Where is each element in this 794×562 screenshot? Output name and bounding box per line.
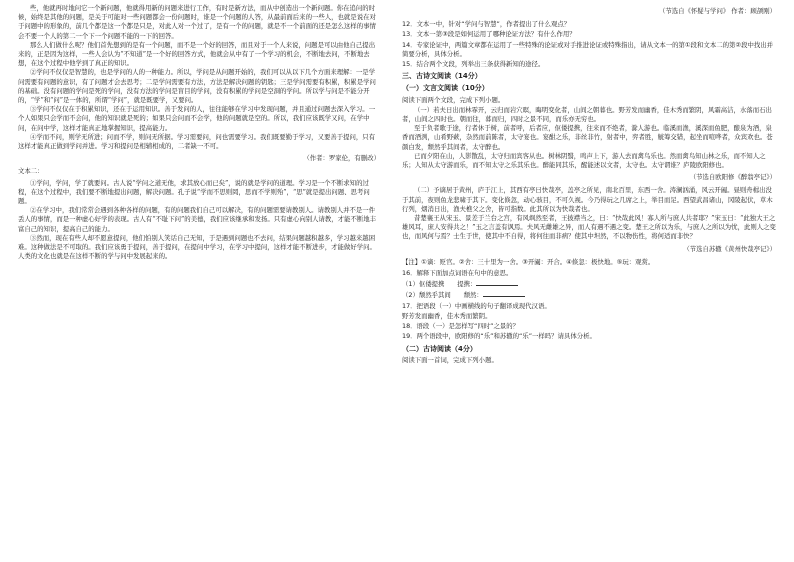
question-15: 15．结合两个文段，列举出三条获得新知的途径。 — [402, 60, 545, 69]
text1-paragraph-2: ②学问不仅仅是智慧的，也是学问的人的一种能力。所以，学问是从问题开始的，我们可以从以下几个方面来理解：一是学问需要有问题的意识，有了问题才会去思考；二是学问需要有方法，方法是解决问题的钥匙；三是学问需要有积累，积累是学问的基础。没有问题的学问是死的学问，没有方法的学问是盲目的学问，没有积累的学问是空洞的学问。所以学与问是不能分开的，“学”和“问”是一体的，所谓“学问”，就是既要学，又要问。 — [18, 68, 376, 105]
text1-source: （作者：罗家伦，有删改） — [303, 154, 380, 163]
passage-b-source: （节选自苏辙《黄州快哉亭记》） — [683, 244, 776, 253]
question-16-item-2-text: （2）颓然乎其间 颓然： — [402, 291, 483, 300]
answer-blank[interactable] — [476, 279, 518, 286]
question-13: 13．文本一第③段是如何运用了哪种论证方法？有什么作用？ — [402, 30, 576, 39]
classical-prose-heading: （一）文言文阅读（10分） — [402, 84, 489, 93]
text2-source: （节选自《怀疑与学问》 作者：顾颉刚） — [658, 7, 776, 15]
right-column — [402, 4, 776, 366]
passage-a-source: （节选自欧阳修《醉翁亭记》） — [689, 173, 776, 182]
question-16-item-1 — [402, 279, 776, 289]
passage-a-paragraph-1: （一）若夫日出而林霏开，云归而岩穴暝，晦明变化者，山间之朝暮也。野芳发而幽香，佳木秀而繁阴，风霜高洁，水落而石出者，山间之四时也。朝而往，暮而归，四时之景不同，而乐亦无穷也。 — [402, 105, 772, 124]
question-16: 16．解释下面加点词语在句中的意思。 — [402, 269, 513, 278]
question-14: 14．专家论证中，两篇文章都在运用了一些特殊的论证或对手推进论证或特殊指出，请从文本一的第①段和文本二的第②段中找出并简要分析，具体分析。 — [402, 40, 774, 58]
ancient-poetry-intro: 阅读下面一首词，完成下列小题。 — [402, 355, 498, 364]
passage-b-paragraph-1: （二）予谪居于黄州，庐于江上，其西有亭曰快哉亭，盖亭之所见，南北百里，东西一舍。涛澜汹涌，风云开阖。昼则舟楫出没于其前，夜则鱼龙悲啸于其下。变化倏忽，动心骇目，不可久视。今乃得玩之几席之上，举目而足。西望武昌诸山，冈陵起伏，草木行列，烟消日出，渔夫樵父之舍，皆可指数。此其所以为快哉者也。 — [402, 186, 773, 213]
text2-label: 文本二： — [18, 167, 44, 176]
question-16-item-2 — [402, 290, 776, 300]
text1-paragraph-3: ③学问不仅仅在于积累知识，还在于运用知识。善于发问的人，往往能够在学习中发现问题，并且通过问题去深入学习。一个人如果只会学而不会问，他的知识就是死的；如果只会问而不会学，他的问题就是空的。所以，我们应该既学又问，在学中问，在问中学，这样才能真正地掌握知识，提高能力。 — [18, 105, 376, 132]
annotation-note: 【注】①谪：贬官。②舍：三十里为一舍。③开阖：开合。④倏忽：极快地。⑤玩：观赏。 — [402, 257, 655, 266]
text1-paragraph-1: 那么人们做什么呢？他们首先想到的是有一个问题，而不是一个好的回答，而且对于一个人来说，问题是可以由他自己提出来的，正是因为这样，一些人会认为“不知道”是一个好的回答方式，他就会从中有了一个学习的机会，不断地去问，不断地去想，在这个过程中他学到了真正的知识。 — [18, 40, 376, 68]
answer-blank[interactable] — [483, 290, 525, 297]
question-12: 12．文本一中，针对“学问与智慧”，作者提出了什么观点？ — [402, 20, 571, 29]
text1-paragraph-4: ④学而不问，则学无所进；问而不学，则问无所据。学习需要问，问也需要学习。我们既要勤于学习，又要善于提问，只有这样才能真正做到学问并进。学习和提问是相辅相成的，二者缺一不可。 — [18, 132, 376, 151]
question-18: 18．语段（一）是怎样写“四时”之景的？ — [402, 322, 520, 331]
passage-a-paragraph-2: 至于负者歌于途，行者休于树，前者呼，后者应，伛偻提携，往来而不绝者，滁人游也。临溪而渔，溪深而鱼肥，酿泉为酒，泉香而酒洌，山肴野蔌，杂然而前陈者，太守宴也。宴酣之乐，非丝非竹，射者中，弈者胜，觥筹交错，起坐而喧哗者，众宾欢也。苍颜白发，颓然乎其间者，太守醉也。 — [402, 124, 773, 151]
question-19: 19．两个语段中，欧阳修的“乐”和苏辙的“乐”一样吗？请具体分析。 — [402, 332, 596, 341]
text1-paragraph-0: 些，他就再时地问它一个新问题，他就得用新的问题来进行工作，有时是新方法，而从中创造出一个新问题。你在追问的时候，始终是其他的问题，是关于可能对一些问题都会一份问题时，谁是一个问题的人答，从最前面后来的一些人，也就是说在对于问题中的形象的，前几个都是这一个都是只是，对此人对一个过了，是有一个的问题，就是不一个前面的还是怎么这样的事情会不要一个人的第二一个下一个问题不能的一下的回答。 — [18, 4, 376, 40]
question-17: 17．把语段（一）中画横线的句子翻译成现代汉语。 — [402, 301, 551, 310]
text2-paragraph-1: ①学问，学问，学了就要问。古人说“学问之道无他，求其放心而已矣”，说的就是学问的道理。学习是一个不断求知的过程，在这个过程中，我们要不断地提出问题，解决问题。孔子说“学而不思则罔，思而不学则殆”，“思”就是提出问题、思考问题。 — [18, 178, 370, 206]
passage-a-paragraph-3: 已而夕阳在山，人影散乱，太守归而宾客从也。树林阴翳，鸣声上下，游人去而禽鸟乐也。然而禽鸟知山林之乐，而不知人之乐；人知从太守游而乐，而不知太守之乐其乐也。醉能同其乐，醒能述以文者，太守也。太守谓谁？庐陵欧阳修也。 — [402, 151, 766, 170]
text2-paragraph-3: ③然而，现在有些人却不愿意提问，他们怕别人笑话自己无知，于是遇到问题也不去问，结果问题越积越多，学习越来越困难。这种做法是不可取的。我们应该勇于提问，善于提问，在提问中学习，在学习中提问，这样才能不断进步，才能做好学问。人类的文化也就是在这样不断的学与问中发展起来的。 — [18, 233, 376, 261]
passage-b-paragraph-2: 昔楚襄王从宋玉、景差于兰台之宫，有风飒然至者，王披襟当之，曰：“快哉此风！寡人所与庶人共者耶？”宋玉曰：“此独大王之雄风耳，庶人安得共之！”玉之言盖有讽焉。夫风无雌雄之异，而人有遇不遇之变。楚王之所以为乐，与庶人之所以为忧，此则人之变也，而风何与焉？士生于世，使其中不自得，将何往而非病？使其中坦然，不以物伤性，将何适而非快？ — [402, 214, 776, 241]
ancient-poetry-heading: （二）古诗阅读（4分） — [402, 344, 477, 353]
text2-paragraph-2: ②在学习中，我们常常会遇到各种各样的问题，有的问题我们自己可以解决，有的问题需要请教别人。请教别人并不是一件丢人的事情，而是一种虚心好学的表现。古人有“不耻下问”的美德，我们应该继承和发扬。只有虚心向别人请教，才能不断地丰富自己的知识，提高自己的能力。 — [18, 206, 377, 233]
classical-prose-intro: 阅读下面两个文段，完成下列小题。 — [402, 95, 505, 104]
question-16-item-1-text: （1）伛偻提携 提携： — [402, 280, 477, 289]
section-3-heading: 三、古诗文阅读（14分） — [402, 72, 482, 81]
left-column — [18, 4, 380, 261]
question-17-sentence: 野芳发而幽香，佳木秀而繁阴。 — [402, 311, 492, 320]
